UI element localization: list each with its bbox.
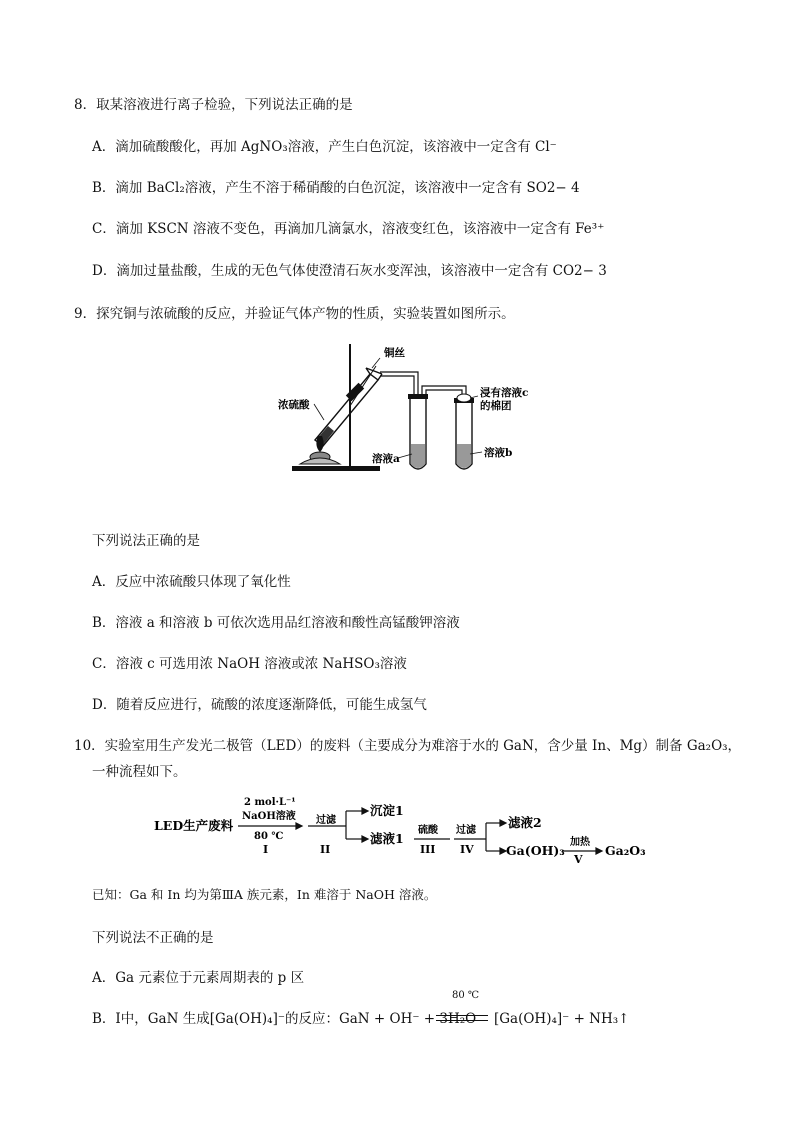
q10-prompt: 下列说法不正确的是 — [92, 930, 214, 946]
flow-step-4: IV — [460, 843, 474, 856]
q8-option-b: B．滴加 BaCl₂溶液，产生不溶于稀硝酸的白色沉淀，该溶液中一定含有 SO2− 4 — [92, 180, 580, 196]
q10-known-info: 已知：Ga 和 In 均为第ⅢA 族元素，In 难溶于 NaOH 溶液。 — [92, 887, 437, 902]
flow-heat: 加热 — [570, 837, 590, 848]
flow-step-2: II — [320, 843, 331, 856]
q10-option-a: A．Ga 元素位于元素周期表的 p 区 — [92, 970, 305, 986]
q8-option-d: D．滴加过量盐酸，生成的无色气体使澄清石灰水变浑浊，该溶液中一定含有 CO2− 3 — [92, 263, 607, 279]
label-soaked-cotton-1: 浸有溶液c — [480, 387, 529, 399]
q10-option-b-left: B．Ⅰ中，GaN 生成[Ga(OH)₄]⁻的反应：GaN + OH⁻ + 3H₂O — [92, 1011, 477, 1027]
q9-prompt: 下列说法正确的是 — [92, 533, 200, 549]
label-solution-b: 溶液b — [484, 447, 513, 459]
label-solution-a: 溶液a — [372, 453, 400, 465]
q9-option-c: C．溶液 c 可选用浓 NaOH 溶液或浓 NaHSO₃溶液 — [92, 656, 407, 672]
q10-stem-line1: 10．实验室用生产发光二极管（LED）的废料（主要成分为难溶于水的 GaN，含少量 In、Mg）制备 Ga₂O₃， — [74, 738, 742, 754]
q8-option-a: A．滴加硫酸酸化，再加 AgNO₃溶液，产生白色沉淀，该溶液中一定含有 Cl⁻ — [92, 139, 557, 155]
q10-option-b-condition: 80 ℃ — [452, 990, 480, 1001]
flow-filtrate-2: 滤液2 — [508, 815, 542, 830]
q8-stem: 8．取某溶液进行离子检验，下列说法正确的是 — [74, 97, 353, 113]
flow-reagent1-conc: 2 mol·L⁻¹ — [244, 797, 296, 808]
process-flow-diagram — [150, 793, 650, 865]
flow-filter-1: 过滤 — [316, 815, 336, 826]
q9-option-a: A．反应中浓硫酸只体现了氧化性 — [92, 574, 291, 590]
apparatus-diagram — [270, 336, 540, 476]
flow-step-1: I — [263, 843, 269, 856]
flow-step-3: III — [420, 843, 436, 856]
flow-filtrate-1: 滤液1 — [370, 831, 404, 846]
flow-reagent1-naoh: NaOH溶液 — [242, 811, 296, 822]
flow-precipitate-1: 沉淀1 — [370, 803, 404, 818]
q9-option-d: D．随着反应进行，硫酸的浓度逐渐降低，可能生成氢气 — [92, 697, 427, 713]
equals-double-line — [436, 1015, 488, 1021]
q8-option-c: C．滴加 KSCN 溶液不变色，再滴加几滴氯水，溶液变红色，该溶液中一定含有 Fe³⁺ — [92, 221, 605, 237]
q10-option-b-right: [Ga(OH)₄]⁻ + NH₃↑ — [494, 1011, 630, 1027]
flow-product: Ga₂O₃ — [605, 843, 646, 858]
flow-gallium-hydroxide: Ga(OH)₃ — [506, 843, 565, 858]
label-copper-wire: 铜丝 — [384, 347, 405, 359]
q10-stem-line2: 一种流程如下。 — [92, 764, 187, 780]
label-conc-acid: 浓硫酸 — [278, 399, 310, 411]
label-soaked-cotton-2: 的棉团 — [480, 400, 512, 412]
flow-filter-2: 过滤 — [456, 825, 476, 836]
q9-stem: 9．探究铜与浓硫酸的反应，并验证气体产物的性质，实验装置如图所示。 — [74, 306, 515, 322]
flow-acid: 硫酸 — [418, 825, 438, 836]
flow-step-5: V — [574, 853, 583, 865]
q9-option-b: B．溶液 a 和溶液 b 可依次选用品红溶液和酸性高锰酸钾溶液 — [92, 615, 460, 631]
flow-reagent1-temp: 80 ℃ — [254, 831, 284, 842]
flow-start: LED生产废料 — [154, 818, 234, 833]
